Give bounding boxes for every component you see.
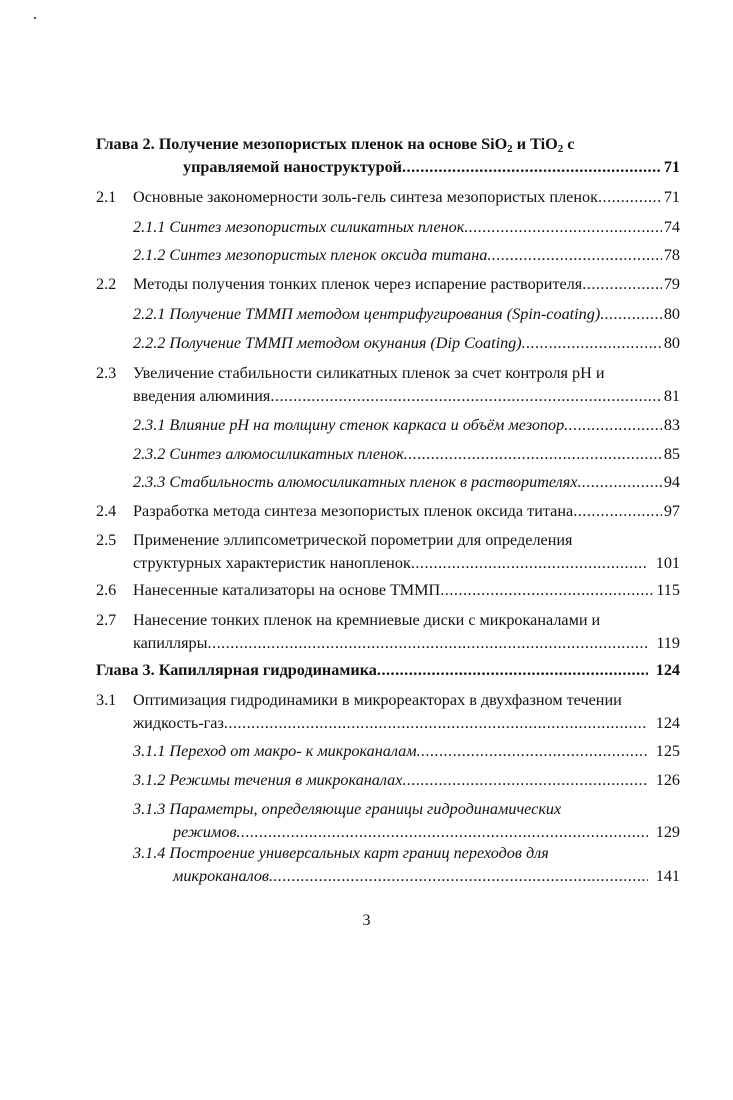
page-number: 79	[663, 275, 680, 293]
page-number: 124	[655, 661, 680, 679]
leader-dots	[598, 186, 662, 209]
page-number: 80	[663, 334, 680, 352]
toc-chapter-2[interactable]	[96, 133, 680, 179]
section-title-line1: Оптимизация гидродинамики в микрореакторах в двухфазном течении	[133, 691, 622, 709]
section-number: 2.4	[96, 502, 117, 520]
toc-section-3-1[interactable]	[96, 689, 680, 735]
toc-chapter-2-line1: Глава 2. Получение мезопористых пленок на основе SiO$_2$ и TiO$_2$ с	[96, 135, 575, 155]
leader-dots	[377, 659, 648, 682]
leader-dots	[573, 500, 662, 523]
subsection-title: 3.1.1 Переход от макро- к микроканалам	[133, 742, 417, 760]
subsection-title: 2.2.1 Получение ТММП методом центрифугирования (Spin-coating)	[133, 305, 601, 323]
page-number: 85	[663, 445, 680, 463]
toc-section-2-3[interactable]	[96, 362, 680, 408]
toc-section-2-6[interactable]	[96, 579, 680, 602]
section-number: 2.7	[96, 611, 117, 629]
leader-dots	[577, 471, 661, 494]
leader-dots	[411, 552, 648, 575]
section-number: 2.5	[96, 531, 117, 549]
toc-section-2-7[interactable]	[96, 609, 680, 655]
section-title-line1: Применение эллипсометрической порометрии для определения	[133, 531, 573, 549]
toc-subsection-2-1-2[interactable]	[133, 244, 680, 267]
section-title-line1: Нанесение тонких пленок на кремниевые диски с микроканалами и	[133, 611, 601, 629]
toc-subsection-2-2-1[interactable]	[133, 303, 680, 326]
toc-subsection-2-3-2[interactable]	[133, 443, 680, 466]
toc-subsection-2-1-1[interactable]	[133, 216, 680, 239]
page-number: 124	[655, 714, 680, 732]
subsection-title: 2.3.3 Стабильность алюмосиликатных пленок в растворителях	[133, 473, 578, 491]
leader-dots	[236, 821, 647, 844]
page-number: 125	[655, 742, 680, 760]
page-number: 78	[663, 246, 680, 264]
section-title-line1: Увеличение стабильности силикатных пленок за счет контроля pH и	[133, 364, 605, 382]
subsection-title: 2.1.2 Синтез мезопористых пленок оксида титана	[133, 246, 488, 264]
subsection-title-line1: 3.1.3 Параметры, определяющие границы гидродинамических	[133, 800, 562, 818]
page-number: 101	[655, 554, 680, 572]
section-number: 3.1	[96, 691, 117, 709]
subsection-title: 2.3.2 Синтез алюмосиликатных пленок	[133, 445, 404, 463]
subsection-title: 2.3.1 Влияние pH на толщину стенок каркаса и объём мезопор	[133, 416, 565, 434]
toc-section-2-2[interactable]	[96, 273, 680, 296]
leader-dots	[417, 740, 648, 763]
toc-subsection-3-1-2[interactable]	[133, 769, 680, 792]
toc-section-2-1[interactable]	[96, 186, 680, 209]
page-number: 74	[663, 218, 680, 236]
section-title-line2: введения алюминия	[133, 387, 271, 405]
chapter-title: Глава 3. Капиллярная гидродинамика	[96, 661, 377, 679]
page-number: 115	[656, 581, 680, 599]
leader-dots	[564, 414, 662, 437]
subsection-title: 2.2.2 Получение ТММП методом окунания (Dip Coating)	[133, 334, 522, 352]
page-number: 94	[663, 473, 680, 491]
page-number: 119	[656, 634, 680, 652]
toc-subsection-3-1-3[interactable]	[133, 798, 680, 844]
section-title-line2: жидкость-газ	[133, 714, 224, 732]
leader-dots	[270, 385, 661, 408]
leader-dots	[440, 579, 654, 602]
page-number: 141	[655, 867, 680, 885]
toc-chapter-2-line2: управляемой наноструктурой ..... 71	[183, 156, 680, 179]
subsection-title-line2: режимов	[173, 823, 237, 841]
subsection-title: 3.1.2 Режимы течения в микроканалах	[133, 771, 403, 789]
leader-dots	[224, 712, 648, 735]
page-number: 83	[663, 416, 680, 434]
subsection-title-line2: микроканалов	[173, 867, 269, 885]
page-footer-number: 3	[362, 912, 371, 929]
page-number: 80	[663, 305, 680, 323]
page-number: 126	[655, 771, 680, 789]
subsection-title: 2.1.1 Синтез мезопористых силикатных пленок	[133, 218, 465, 236]
leader-dots	[464, 216, 661, 239]
section-number: 2.2	[96, 275, 117, 293]
page-number: 71	[663, 158, 680, 176]
leader-dots	[487, 244, 661, 267]
toc-section-2-5[interactable]	[96, 529, 680, 575]
section-title: Методы получения тонких пленок через испарение растворителя	[133, 275, 583, 293]
section-title-line2: структурных характеристик нанопленок	[133, 554, 411, 572]
section-number: 2.6	[96, 581, 117, 599]
leader-dots	[522, 332, 662, 355]
subsection-title-line1: 3.1.4 Построение универсальных карт границ переходов для	[133, 844, 549, 862]
toc-subsection-2-3-1[interactable]	[133, 414, 680, 437]
section-title: Нанесенные катализаторы на основе ТММП	[133, 581, 441, 599]
leader-dots	[582, 273, 662, 296]
section-title-line2: капилляры	[133, 634, 208, 652]
page-number: 71	[663, 188, 680, 206]
toc-subsection-2-2-2[interactable]	[133, 332, 680, 355]
leader-dots	[402, 156, 662, 179]
section-title: Разработка метода синтеза мезопористых пленок оксида титана	[133, 502, 574, 520]
page-number: 129	[655, 823, 680, 841]
leader-dots	[208, 632, 649, 655]
toc-subsection-2-3-3[interactable]	[133, 471, 680, 494]
section-title: Основные закономерности золь-гель синтеза мезопористых пленок	[133, 188, 598, 206]
toc-subsection-3-1-1[interactable]	[133, 740, 680, 763]
page-number: 97	[663, 502, 680, 520]
leader-dots	[402, 769, 647, 792]
leader-dots	[600, 303, 662, 326]
section-number: 2.3	[96, 364, 117, 382]
toc-section-2-4[interactable]	[96, 500, 680, 523]
page-number: 81	[663, 387, 680, 405]
leader-dots	[269, 865, 648, 888]
toc-subsection-3-1-4[interactable]	[133, 842, 680, 888]
leader-dots	[404, 443, 662, 466]
toc-chapter-3[interactable]	[96, 659, 680, 682]
section-number: 2.1	[96, 188, 117, 206]
